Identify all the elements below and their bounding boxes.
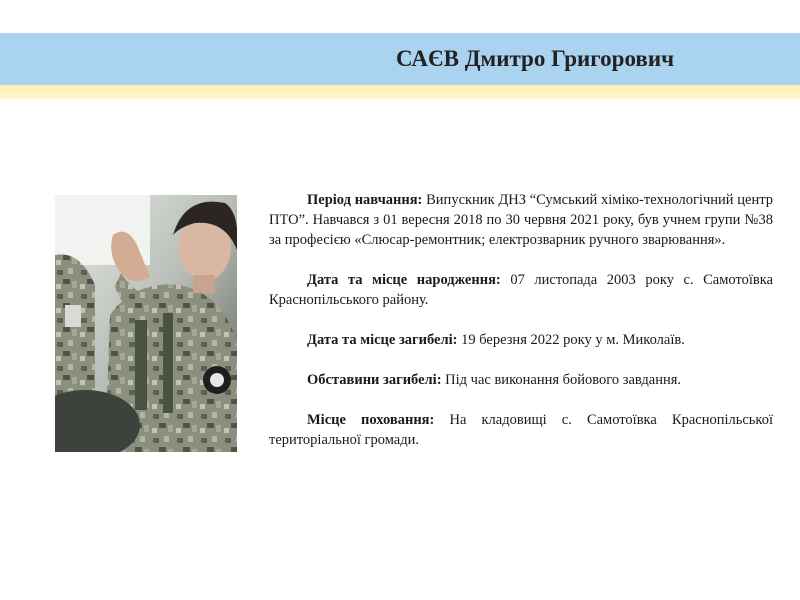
study-paragraph [269, 190, 773, 250]
circumstances-text: Під час виконання бойового завдання. [441, 372, 682, 388]
death-paragraph [269, 330, 773, 350]
header-stripe [0, 85, 800, 99]
biography-text [269, 190, 773, 470]
birth-paragraph [269, 270, 773, 310]
death-label: Дата та місце загибелі: [307, 332, 458, 348]
burial-text: На кладовищі с. Самотоївка Краснопільської територіальної громади. [269, 412, 774, 448]
birth-text: 07 листопада 2003 року с. Самотоївка Краснопільського району. [269, 272, 774, 308]
circumstances-paragraph [269, 370, 773, 390]
soldier-portrait-image [55, 195, 237, 452]
burial-label: Місце поховання: [307, 412, 435, 428]
death-text: 19 березня 2022 року у м. Миколаїв. [457, 332, 685, 348]
birth-label: Дата та місце народження: [307, 272, 501, 288]
study-label: Період навчання: [307, 192, 423, 208]
circumstances-label: Обставини загибелі: [307, 372, 442, 388]
burial-paragraph [269, 410, 773, 450]
page-title: САЄВ Дмитро Григорович [395, 46, 675, 71]
study-text: Випускник ДНЗ “Сумський хіміко-технологічний центр ПТО”. Навчався з 01 вересня 2018 по 30 червня 2021 року, був учнем групи №38 за професією «Слюсар-ремонтник; електрозварник ручного зварювання». [269, 192, 774, 248]
